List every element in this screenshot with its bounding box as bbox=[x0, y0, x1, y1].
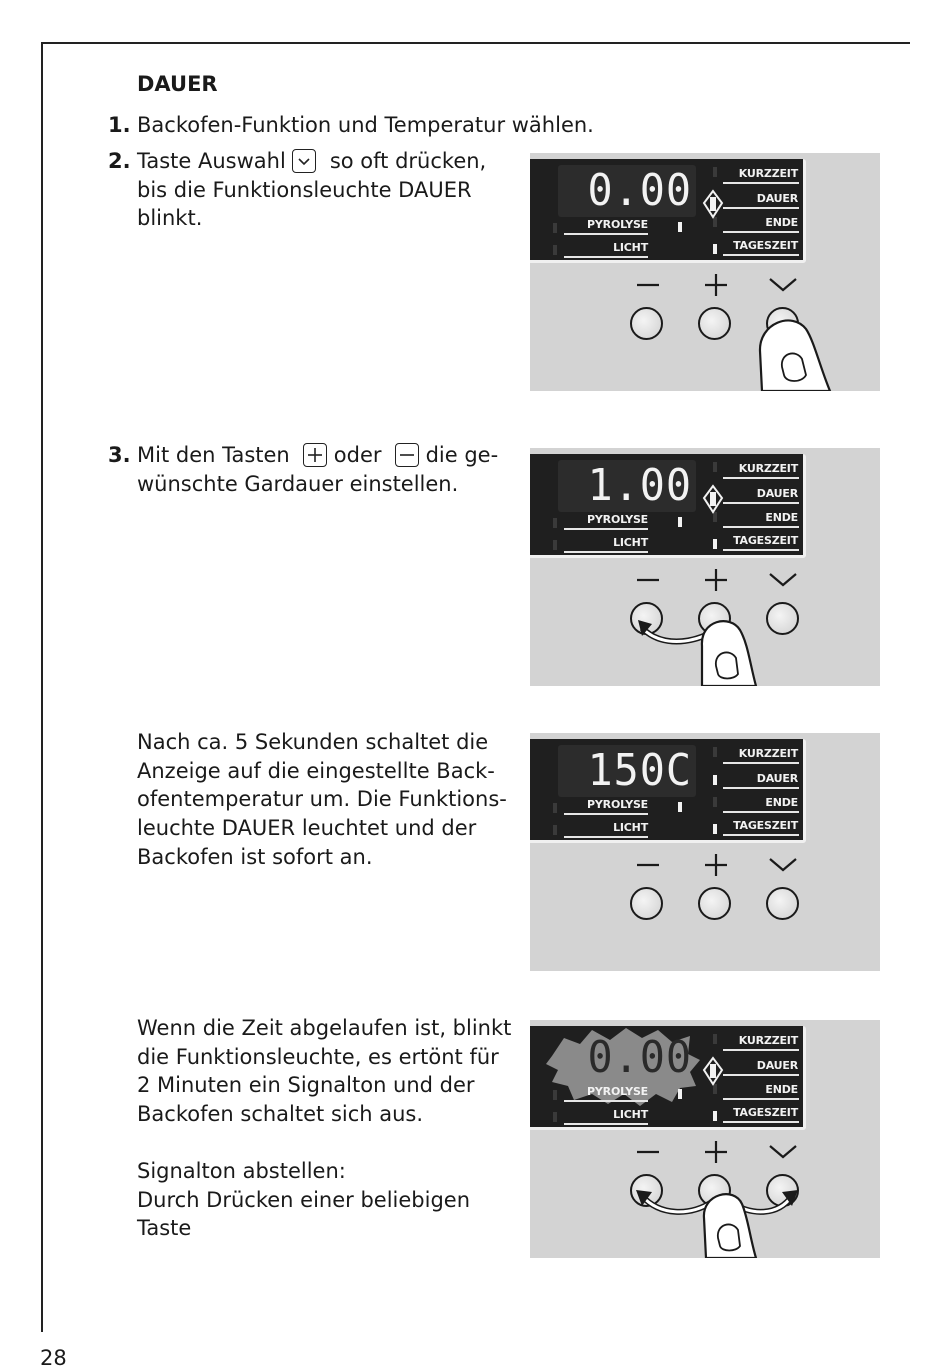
tageszeit-label: TAGESZEIT bbox=[733, 819, 798, 832]
control-panel bbox=[530, 739, 806, 843]
kurzzeit-label: KURZZEIT bbox=[738, 462, 798, 475]
paragraph-time-up bbox=[137, 1014, 517, 1129]
step-text: Mit den Tasten bbox=[137, 443, 290, 467]
oven-panel-figure-1 bbox=[530, 153, 880, 391]
ende-label: ENDE bbox=[765, 216, 798, 229]
step-text: so oft drücken, bbox=[329, 149, 487, 173]
paragraph-signal-off bbox=[137, 1157, 517, 1243]
pyrolyse-label: PYROLYSE bbox=[587, 1085, 648, 1098]
paragraph-line: Durch Drücken einer beliebigen bbox=[137, 1187, 471, 1212]
underline bbox=[723, 834, 799, 836]
minus-symbol-icon bbox=[635, 853, 661, 879]
finger-and-double-arrow-icon bbox=[530, 1020, 880, 1258]
step-number: 3. bbox=[108, 443, 131, 467]
paragraph-after-delay bbox=[137, 728, 517, 872]
kurzzeit-led bbox=[713, 747, 717, 757]
pyrolyse-label: PYROLYSE bbox=[587, 513, 648, 526]
licht-label: LICHT bbox=[613, 241, 648, 254]
dauer-label: DAUER bbox=[756, 1059, 798, 1072]
ende-label: ENDE bbox=[765, 1083, 798, 1096]
step-text: Taste Auswahl bbox=[137, 149, 286, 173]
paragraph-line: Backofen ist sofort an. bbox=[137, 844, 373, 869]
licht-label: LICHT bbox=[613, 1108, 648, 1121]
step-text: oder bbox=[333, 443, 382, 467]
licht-label: LICHT bbox=[613, 821, 648, 834]
finger-icon bbox=[530, 153, 880, 391]
dauer-label: DAUER bbox=[756, 192, 798, 205]
tageszeit-led bbox=[713, 824, 717, 834]
tageszeit-label: TAGESZEIT bbox=[733, 1106, 798, 1119]
paragraph-line: Backofen schaltet sich aus. bbox=[137, 1102, 424, 1127]
ende-label: ENDE bbox=[765, 511, 798, 524]
plus-key[interactable] bbox=[698, 887, 731, 920]
tageszeit-label: TAGESZEIT bbox=[733, 534, 798, 547]
paragraph-line: Signalton abstellen: bbox=[137, 1159, 346, 1183]
oven-panel-figure-2 bbox=[530, 448, 880, 686]
paragraph-line: ofentemperatur um. Die Funktions- bbox=[137, 787, 507, 812]
underline bbox=[564, 836, 648, 838]
kurzzeit-label: KURZZEIT bbox=[738, 1034, 798, 1047]
display-value: 0.00 bbox=[587, 1032, 692, 1083]
display-value: 0.00 bbox=[587, 165, 692, 216]
step-1 bbox=[108, 111, 594, 140]
plus-symbol-icon bbox=[703, 853, 729, 879]
paragraph-line: Nach ca. 5 Sekunden schaltet die bbox=[137, 730, 489, 754]
top-rule bbox=[41, 42, 910, 44]
pyrolyse-label: PYROLYSE bbox=[587, 218, 648, 231]
finger-and-arrow-icon bbox=[530, 448, 880, 686]
paragraph-line: Anzeige auf die eingestellte Back- bbox=[137, 758, 495, 783]
pyrolyse-label: PYROLYSE bbox=[587, 798, 648, 811]
step-text: blinkt. bbox=[137, 206, 203, 230]
ende-led bbox=[713, 797, 717, 807]
select-key[interactable] bbox=[766, 887, 799, 920]
dauer-led bbox=[713, 775, 717, 785]
step-text: Backofen-Funktion und Temperatur wählen. bbox=[137, 113, 594, 137]
ende-label: ENDE bbox=[765, 796, 798, 809]
oven-panel-figure-4 bbox=[530, 1020, 880, 1258]
underline bbox=[723, 787, 799, 789]
paragraph-line: Taste bbox=[137, 1216, 192, 1241]
display-value: 150C bbox=[587, 745, 692, 796]
step-number: 1. bbox=[108, 113, 131, 137]
step-text: bis die Funktionsleuchte DAUER bbox=[137, 177, 472, 202]
underline bbox=[564, 813, 648, 815]
paragraph-line: Wenn die Zeit abgelaufen ist, blinkt bbox=[137, 1016, 512, 1040]
paragraph-line: 2 Minuten ein Signalton und der bbox=[137, 1073, 475, 1098]
section-heading: DAUER bbox=[137, 72, 218, 96]
dauer-label: DAUER bbox=[756, 772, 798, 785]
left-rule bbox=[41, 42, 43, 1332]
kurzzeit-label: KURZZEIT bbox=[738, 167, 798, 180]
display-value: 1.00 bbox=[587, 460, 692, 511]
step-number: 2. bbox=[108, 149, 131, 173]
select-key-icon bbox=[292, 149, 316, 173]
kurzzeit-label: KURZZEIT bbox=[738, 747, 798, 760]
oven-panel-figure-3 bbox=[530, 733, 880, 971]
plus-key-icon bbox=[303, 443, 327, 467]
underline bbox=[723, 811, 799, 813]
step-text: wünschte Gardauer einstellen. bbox=[137, 471, 459, 496]
dauer-label: DAUER bbox=[756, 487, 798, 500]
paragraph-line: leuchte DAUER leuchtet und der bbox=[137, 816, 477, 841]
step-3 bbox=[108, 441, 517, 498]
chevron-down-symbol-icon bbox=[768, 853, 798, 879]
indicator-led bbox=[678, 802, 682, 812]
step-2 bbox=[108, 147, 517, 233]
tageszeit-label: TAGESZEIT bbox=[733, 239, 798, 252]
paragraph-line: die Funktionsleuchte, es ertönt für bbox=[137, 1044, 499, 1069]
licht-led bbox=[553, 825, 557, 835]
underline bbox=[723, 762, 799, 764]
minus-key-icon bbox=[395, 443, 419, 467]
step-text: die ge- bbox=[425, 443, 499, 467]
page-number: 28 bbox=[40, 1346, 67, 1370]
pyrolyse-led bbox=[553, 803, 557, 813]
licht-label: LICHT bbox=[613, 536, 648, 549]
minus-key[interactable] bbox=[630, 887, 663, 920]
